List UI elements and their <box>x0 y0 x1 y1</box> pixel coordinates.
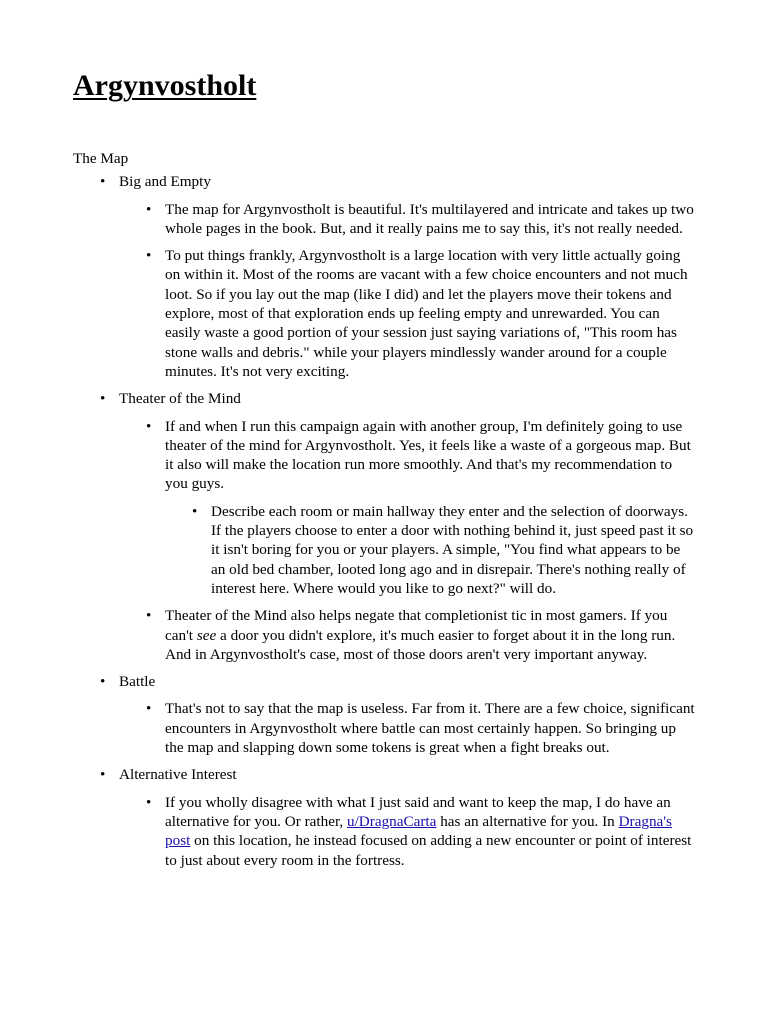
nested-list <box>165 502 698 598</box>
paragraph-text: a door you didn't explore, it's much easier to forget about it in the long run. And in Argynvostholt's case, most of those doors aren't very important anyway. <box>165 626 676 663</box>
nested-list <box>119 699 698 757</box>
nested-list <box>119 417 698 665</box>
paragraph-text: Theater of the Mind also helps negate that completionist tic in most gamers. If you can't <box>165 607 668 644</box>
list-item-alternative-interest <box>119 765 698 869</box>
nested-list <box>119 200 698 382</box>
nested-list <box>119 793 698 870</box>
list-item-theater-of-the-mind <box>119 389 698 664</box>
section-title: The Map <box>73 150 129 167</box>
list-item <box>165 793 698 870</box>
document-body <box>73 149 698 878</box>
top-level-list <box>73 172 698 870</box>
paragraph-text: on this location, he instead focused on adding a new encounter or point of interest to just about every room in the fortress. <box>165 832 692 869</box>
list-heading: Theater of the Mind <box>119 390 241 408</box>
list-heading: Alternative Interest <box>119 766 237 784</box>
dragnas-post-link[interactable]: Dragna's post <box>165 812 672 850</box>
page-title: Argynvostholt <box>73 69 257 102</box>
list-item <box>165 606 698 664</box>
list-heading: Battle <box>119 673 156 691</box>
list-item: • Describe each room or main hallway they enter and the selection of doorways. If the players choose to enter a door with nothing behind it, just speed past it so it isn't boring for you or your players. A simple, "You find what appears to be an old bed chamber, looted long ago and in disrepair. There's nothing really of interest here. Where would you like to go next?" will do. <box>211 502 698 598</box>
paragraph-text: has an alternative for you. In <box>436 812 619 830</box>
list-heading: Big and Empty <box>119 173 211 191</box>
emphasis-text: see <box>196 626 217 644</box>
list-item: • The map for Argynvostholt is beautiful. It's multilayered and intricate and takes up two whole pages in the book. But, and it really pains me to say this, it's not really needed. <box>165 200 698 239</box>
list-item: • To put things frankly, Argynvostholt is a large location with very little actually going on within it. Most of the rooms are vacant with a few choice encounters and not much loot. So if you lay out the map (like I did) and let the players move their tokens and explore, most of that exploration ends up feeling empty and unrewarded. You can easily waste a good portion of your session just saying variations of, "This room has stone walls and debris." while your players mindlessly wander around for a couple minutes. It's not very exciting. <box>165 246 698 381</box>
list-item <box>165 417 698 599</box>
paragraph-text: If you wholly disagree with what I just said and want to keep the map, I do have an alternative for you. Or rather, <box>165 793 671 830</box>
list-item-battle <box>119 672 698 757</box>
paragraph: If and when I run this campaign again with another group, I'm definitely going to use theater of the mind for Argynvostholt. Yes, it feels like a waste of a gorgeous map. But it also will make the location run more smoothly. And that's my recommendation to you guys. <box>165 417 691 493</box>
list-item-big-and-empty <box>119 172 698 381</box>
list-item: • That's not to say that the map is useless. Far from it. There are a few choice, significant encounters in Argynvostholt where battle can most certainly happen. So bringing up the map and slapping down some tokens is great when a fight breaks out. <box>165 699 698 757</box>
user-link-dragnacarta[interactable]: u/DragnaCarta <box>346 812 437 830</box>
